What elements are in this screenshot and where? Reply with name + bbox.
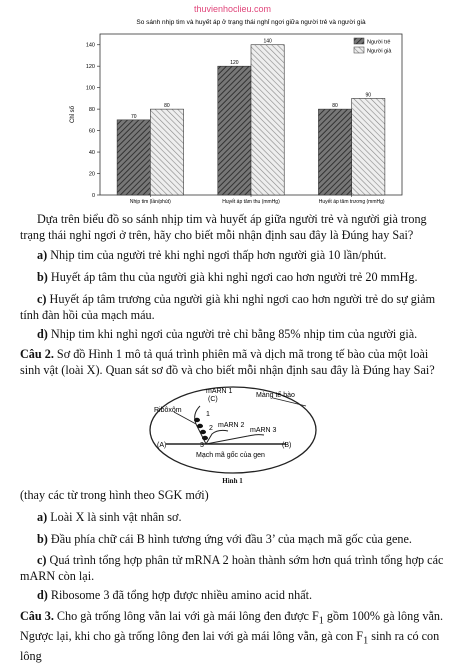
label-n2: 2 [209,425,213,432]
q2-c-label: c) [37,553,47,567]
y-tick-label: 120 [85,64,95,71]
y-tick-label: 0 [91,193,95,199]
label-n3: 3 [200,442,204,449]
q1-item-d [20,327,448,343]
y-tick-label: 40 [88,150,95,157]
marn3-strand [206,435,264,444]
q1-item-a [20,248,448,264]
q2-item-a [20,510,448,526]
transcription-diagram [148,384,318,479]
q1-a-label: a) [37,248,48,262]
q3-text-b: gồm 100% gà lông vằn. Ngược lại, khi cho gà trống lông đen lai với gà mái lông vằn, gà con F [20,609,444,644]
q1-d-text: Nhịp tim khi nghỉ ngơi của người trẻ chỉ bằng 85% nhịp tim của người già. [47,327,418,341]
q2-item-b [20,532,448,548]
chart-svg [64,13,406,213]
legend-label: Người già [367,48,392,55]
figure-caption: Hình 1 [222,477,243,485]
ribosome-2 [200,430,206,434]
bar-nguoi-gia [352,98,385,195]
question-1 [20,212,448,243]
note [20,488,448,504]
label-a: (A) [157,442,167,449]
q2-c-text: Quá trình tổng hợp phân tử mRNA 2 hoàn thành sớm hơn quá trình tổng hợp các mARN còn lại. [20,553,444,583]
q3-sub1: 1 [318,615,324,627]
cell-membrane-ellipse [150,387,316,473]
q3-text-c: sinh ra có con lông [20,629,440,664]
legend-label: Người trẻ [367,39,391,46]
q2-text: Sơ đồ Hình 1 mô tả quá trình phiên mã và dịch mã trong tế bào của một loài sinh vật (loài X). Quan sát sơ đồ và cho biết mỗi nhận định sau đây là Đúng hay Sai? [20,347,435,377]
q3-text-a: Cho gà trống lông vằn lai với gà mái lông đen được F [53,609,319,623]
q2-a-text: Loài X là sinh vật nhân sơ. [47,510,182,524]
y-tick-label: 80 [88,107,95,114]
note-text: (thay các từ trong hình theo SGK mới) [20,488,209,502]
q1-item-b [20,270,448,286]
label-n1: 1 [206,411,210,418]
q3-label: Câu 3. [20,609,54,623]
watermark: thuvienhoclieu.com [193,4,272,14]
y-axis-label: Chỉ số [70,105,76,124]
q2-item-d [20,588,448,604]
ribosome-1a [194,418,200,422]
bar-nguoi-tre [218,66,251,195]
question-3 [20,609,448,665]
bar-value-label: 70 [130,113,137,120]
bar-value-label: 80 [332,103,338,110]
bar-value-label: 140 [263,38,272,45]
label-membrane: Màng tế bào [256,392,295,399]
label-ribosome: Ribôxôm [154,407,182,414]
bar-value-label: 120 [230,60,239,67]
bar-nguoi-gia [251,45,284,195]
q2-b-text: Đầu phía chữ cái B hình tương ứng với đầu 3’ của mạch mã gốc của gene. [47,532,412,546]
y-tick-label: 20 [88,171,95,178]
ribosome-3 [202,436,208,440]
bar-value-label: 80 [164,103,170,110]
bar-value-label: 90 [365,92,372,99]
q2-a-label: a) [37,510,48,524]
y-tick-label: 140 [85,42,95,49]
q2-item-c [20,553,448,584]
label-b: (B) [282,442,292,449]
x-tick-label: Huyết áp tâm trương (mmHg) [318,199,385,205]
question-2 [20,347,448,378]
q1-c-label: c) [37,292,47,306]
q2-d-text: Ribosome 3 đã tổng hợp được nhiều amino acid nhất. [47,588,313,602]
label-template: Mạch mã gốc của gen [196,452,265,459]
chart-title: So sánh nhịp tim và huyết áp ở trạng thái nghỉ ngơi giữa người trẻ và người già [136,19,366,26]
bar-nguoi-tre [117,120,150,195]
q1-a-text: Nhịp tim của người trẻ khi nghỉ ngơi thấp hơn người già 10 lần/phút. [47,248,387,262]
q1-b-label: b) [37,270,48,284]
q2-b-label: b) [37,532,48,546]
y-tick-label: 60 [88,128,95,135]
q2-d-label: d) [37,588,48,602]
label-marn3: mARN 3 [250,427,277,434]
bar-chart [64,13,406,213]
q2-label: Câu 2. [20,347,54,361]
q1-d-label: d) [37,327,48,341]
bar-nguoi-tre [318,109,351,195]
x-tick-label: Huyết áp tâm thu (mmHg) [222,199,280,205]
legend-swatch [354,47,364,53]
ribosome-1b [197,424,203,428]
y-tick-label: 100 [85,85,95,92]
label-marn2: mARN 2 [218,422,245,429]
q1-item-c [20,292,448,323]
label-marn1: mARN 1 [206,388,233,395]
label-c: (C) [208,396,218,403]
q3-sub2: 1 [363,635,369,647]
x-tick-label: Nhịp tim (lần/phút) [129,199,171,205]
figure-1 [148,384,318,479]
q1-intro: Dựa trên biểu đồ so sánh nhịp tim và huyết áp giữa người trẻ và người già trong trạng thái nghỉ ngơi ở trên, hãy cho biết mỗi nhận định sau đây là Đúng hay Sai? [20,212,427,242]
q1-c-text: Huyết áp tâm trương của người già khi nghỉ ngơi cao hơn người trẻ do sự giảm tính đàn hồi của mạch máu. [20,292,436,322]
bar-nguoi-gia [150,109,183,195]
q1-b-text: Huyết áp tâm thu của người già khi nghỉ ngơi cao hơn người trẻ 20 mmHg. [47,270,418,284]
legend-swatch [354,38,364,44]
